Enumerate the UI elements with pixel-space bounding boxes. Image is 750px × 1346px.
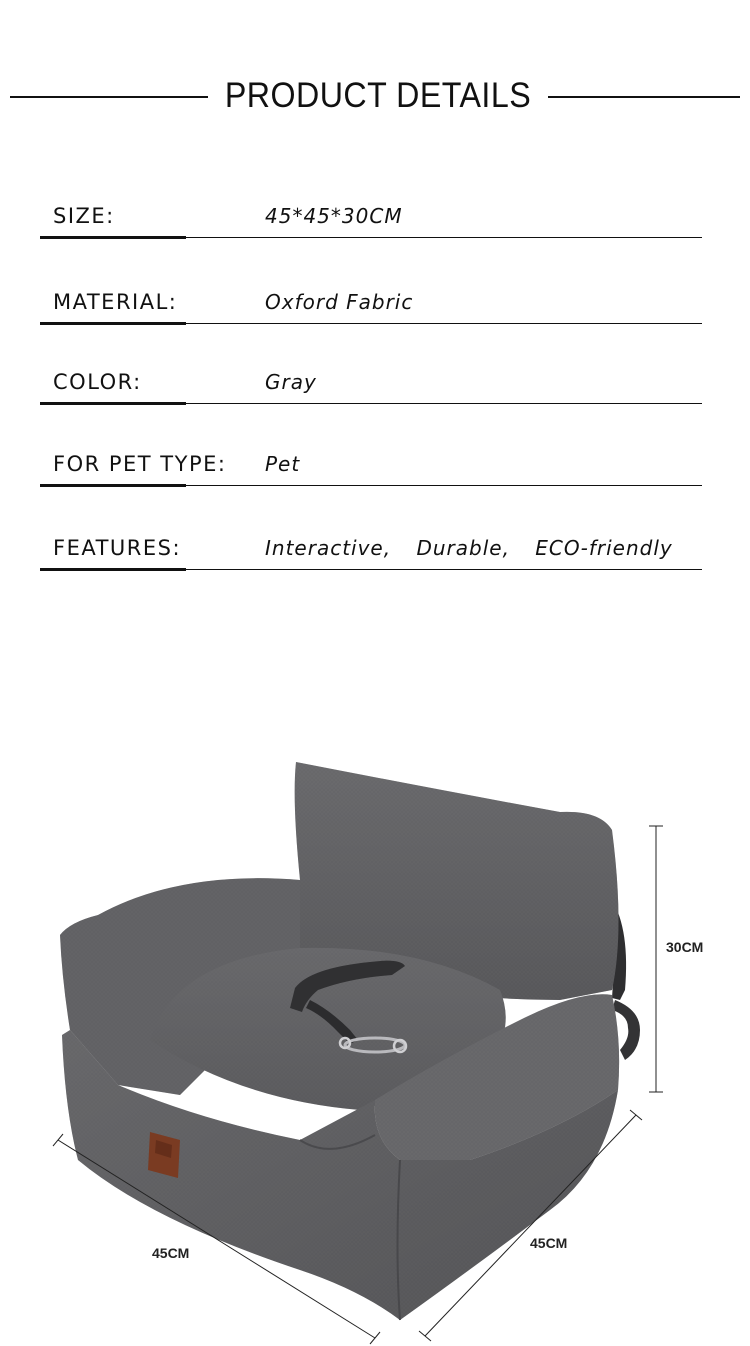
spec-divider-accent	[40, 322, 186, 325]
spec-label-features: FEATURES:	[53, 536, 182, 560]
spec-row-color	[40, 344, 702, 404]
leather-tag-logo	[148, 1132, 180, 1178]
spec-divider-accent	[40, 402, 186, 405]
feature-interactive: Interactive,	[265, 536, 392, 560]
spec-label-size: SIZE:	[53, 204, 115, 228]
width-dimension-label: 45CM	[152, 1245, 190, 1261]
feature-durable: Durable,	[416, 536, 510, 560]
pet-car-seat-image	[0, 740, 750, 1346]
spec-value-size: 45*45*30CM	[265, 204, 403, 228]
spec-value-features	[265, 536, 673, 560]
spec-row-pet-type	[40, 426, 702, 486]
spec-label-material: MATERIAL:	[53, 290, 178, 314]
spec-value-material: Oxford Fabric	[265, 290, 414, 314]
spec-divider-accent	[40, 484, 186, 487]
spec-value-pet-type: Pet	[265, 452, 301, 476]
depth-dimension-label: 45CM	[530, 1235, 568, 1251]
header-rule-right	[548, 96, 740, 98]
height-dimension	[649, 826, 703, 1092]
height-dimension-label: 30CM	[666, 939, 704, 955]
spec-value-color: Gray	[265, 370, 317, 394]
product-details-header	[0, 70, 750, 126]
page-title: PRODUCT DETAILS	[224, 76, 532, 115]
spec-divider-accent	[40, 568, 186, 571]
feature-eco-friendly: ECO-friendly	[535, 536, 673, 560]
spec-label-color: COLOR:	[53, 370, 142, 394]
spec-row-size	[40, 178, 702, 238]
spec-row-material	[40, 264, 702, 324]
spec-divider-accent	[40, 236, 186, 239]
spec-row-features	[40, 510, 702, 570]
spec-label-pet-type: FOR PET TYPE:	[53, 452, 227, 476]
header-rule-left	[10, 96, 208, 98]
